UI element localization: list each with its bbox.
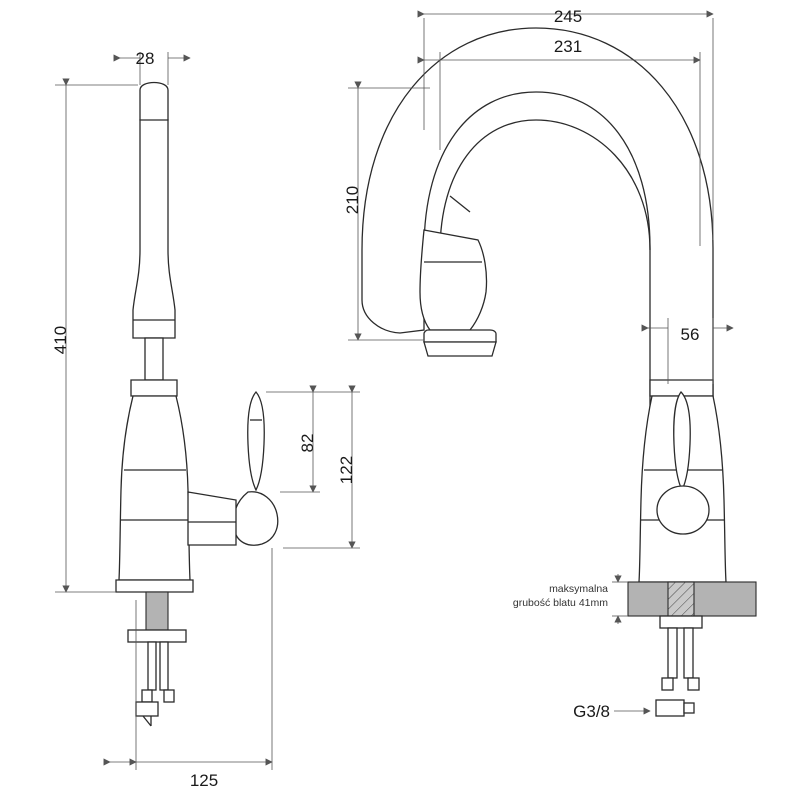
dimension-245-label: 245 <box>553 7 583 26</box>
dimension-56-label: 56 <box>680 325 700 344</box>
countertop-note <box>513 574 628 624</box>
dimension-231-label: 231 <box>553 37 583 56</box>
dimension-82 <box>266 392 320 492</box>
dimension-28 <box>120 49 190 85</box>
dimension-125-label: 125 <box>189 771 219 790</box>
dimension-122-label: 122 <box>337 455 356 485</box>
right-view-faucet-body <box>362 28 756 716</box>
dimension-28-label: 28 <box>135 49 155 68</box>
countertop-note-line2: grubość blatu 41mm <box>512 597 608 609</box>
dimension-410-label: 410 <box>51 325 70 355</box>
left-view-faucet-body <box>116 83 278 727</box>
dimension-82-label: 82 <box>298 433 317 453</box>
dimension-122 <box>283 392 360 548</box>
dimension-210-label: 210 <box>343 185 362 215</box>
countertop-note-line1: maksymalna <box>549 583 608 595</box>
thread-spec-callout <box>573 702 650 721</box>
thread-spec-label: G3/8 <box>573 702 610 721</box>
